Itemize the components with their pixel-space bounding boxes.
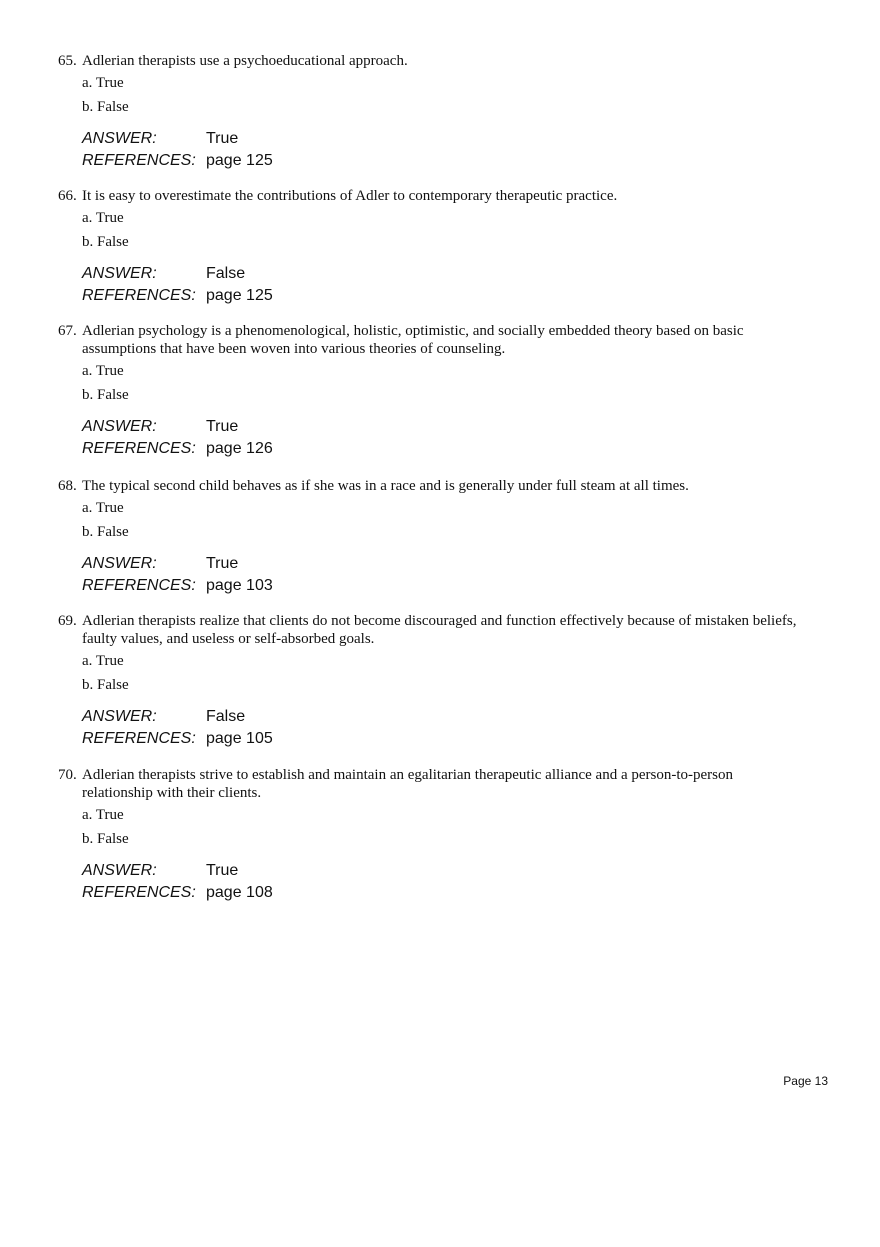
- references-value: page 125: [206, 152, 273, 169]
- question-number: 67.: [58, 323, 77, 339]
- references-label: REFERENCES:: [82, 884, 196, 901]
- option-b: b. False: [82, 677, 129, 693]
- references-value: page 126: [206, 440, 273, 457]
- answer-label: ANSWER:: [82, 418, 157, 435]
- option-b: b. False: [82, 387, 129, 403]
- question-69: [58, 612, 798, 750]
- references-label: REFERENCES:: [82, 287, 196, 304]
- option-a: a. True: [82, 363, 124, 379]
- page-number: Page 13: [783, 1074, 828, 1088]
- options-list: [82, 496, 798, 544]
- question-67: [58, 322, 798, 460]
- answer-label: ANSWER:: [82, 555, 157, 572]
- options-list: [82, 649, 798, 697]
- answer-label: ANSWER:: [82, 265, 157, 282]
- option-a: a. True: [82, 75, 124, 91]
- references-label: REFERENCES:: [82, 577, 196, 594]
- option-a: a. True: [82, 807, 124, 823]
- answer-value: True: [206, 130, 239, 147]
- answer-value: True: [206, 418, 239, 435]
- references-value: page 105: [206, 730, 273, 747]
- answer-label: ANSWER:: [82, 862, 157, 879]
- answer-value: False: [206, 708, 246, 725]
- option-b: b. False: [82, 99, 129, 115]
- option-b: b. False: [82, 831, 129, 847]
- question-68: [58, 477, 798, 597]
- answer-block: [82, 706, 798, 750]
- question-65: [58, 52, 798, 172]
- option-a: a. True: [82, 653, 124, 669]
- question-number: 68.: [58, 478, 77, 494]
- references-label: REFERENCES:: [82, 730, 196, 747]
- options-list: [82, 71, 798, 119]
- option-b: b. False: [82, 524, 129, 540]
- question-70: [58, 766, 798, 904]
- answer-value: False: [206, 265, 246, 282]
- question-number: 69.: [58, 613, 77, 629]
- options-list: [82, 359, 798, 407]
- question-text: Adlerian therapists use a psychoeducational approach.: [82, 53, 408, 69]
- question-number: 65.: [58, 53, 77, 69]
- question-number: 66.: [58, 188, 77, 204]
- references-value: page 125: [206, 287, 273, 304]
- references-value: page 108: [206, 884, 273, 901]
- references-label: REFERENCES:: [82, 440, 196, 457]
- answer-block: [82, 860, 798, 904]
- options-list: [82, 803, 798, 851]
- question-text: Adlerian psychology is a phenomenological, holistic, optimistic, and socially embedded theory based on basic assumptions that have been woven into various theories of counseling.: [82, 323, 744, 357]
- answer-value: True: [206, 862, 239, 879]
- question-number: 70.: [58, 767, 77, 783]
- answer-value: True: [206, 555, 239, 572]
- answer-block: [82, 553, 798, 597]
- option-a: a. True: [82, 210, 124, 226]
- option-b: b. False: [82, 234, 129, 250]
- options-list: [82, 206, 798, 254]
- answer-block: [82, 416, 798, 460]
- question-text: Adlerian therapists realize that clients do not become discouraged and function effectively because of mistaken beliefs, faulty values, and useless or self-absorbed goals.: [82, 613, 797, 647]
- answer-label: ANSWER:: [82, 708, 157, 725]
- question-text: Adlerian therapists strive to establish and maintain an egalitarian therapeutic alliance and a person-to-person relationship with their clients.: [82, 767, 734, 801]
- question-text: The typical second child behaves as if she was in a race and is generally under full steam at all times.: [82, 478, 689, 494]
- answer-block: [82, 128, 798, 172]
- references-value: page 103: [206, 577, 273, 594]
- question-text: It is easy to overestimate the contributions of Adler to contemporary therapeutic practice.: [82, 188, 618, 204]
- answer-label: ANSWER:: [82, 130, 157, 147]
- question-66: [58, 187, 798, 307]
- option-a: a. True: [82, 500, 124, 516]
- references-label: REFERENCES:: [82, 152, 196, 169]
- answer-block: [82, 263, 798, 307]
